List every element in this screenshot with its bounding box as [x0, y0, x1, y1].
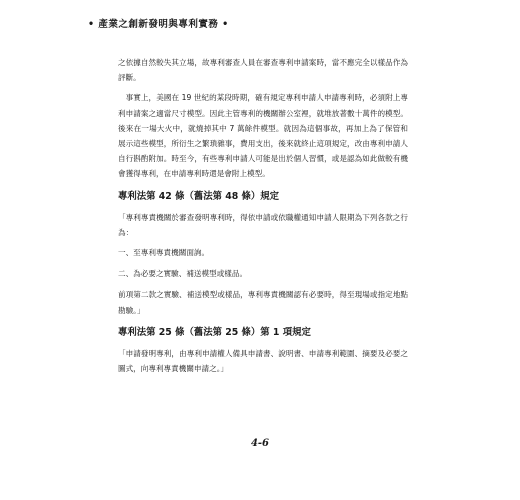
section-heading-article-42: 專利法第 42 條（舊法第 48 條）規定 [118, 190, 280, 202]
article-42-item-1: 一、至專利專責機關面詢。 [118, 248, 210, 258]
article-42-quote: 「專利專責機關於審查發明專利時，得依申請或依職權通知申請人限期為下列各款之行為： [118, 212, 408, 237]
history-paragraph: 事實上，美國在 19 世紀的某段時期，確有規定專利申請人申請專利時，必須附上專利申請案之適當尺寸模型。因此主管專利的機關辦公室裡，就堆放著數十萬件的模型。後來在一場大火中，就燒掉其中 7 萬餘件模型。就因為這個事故，再加上為了保管和展示這些模型，所衍生之繁瑣雜事，費用支出，後來就終止這項規定，改由專利申請人自行斟酌附加。時至今，有些專利申請人可能是出於個人習慣，或是認為如此做較有機會獲得專利，在申請專利時還是會附上模型。 [118, 93, 408, 179]
article-25-quote: 「申請發明專利，由專利申請權人備具申請書、說明書、申請專利範圍、摘要及必要之圖式，向專利專責機關申請之。」 [118, 348, 408, 374]
intro-paragraph: 之依據自然較失其立場，故專利審查人員在審查專利申請案時，當不應完全以樣品作為評斷。 [118, 58, 408, 83]
section-heading-article-25: 專利法第 25 條（舊法第 25 條）第 1 項規定 [118, 326, 311, 338]
article-42-item-2: 二、為必要之實驗、補送模型或樣品。 [118, 269, 248, 279]
running-header: • 產業之創新發明與專利實務 • [88, 19, 229, 30]
page-content [118, 55, 408, 381]
article-42-closing: 前項第二款之實驗、補送模型或樣品，專利專責機關認有必要時，得至現場或指定地點勘驗。」 [118, 290, 408, 315]
page-number: 4-6 [250, 438, 270, 449]
